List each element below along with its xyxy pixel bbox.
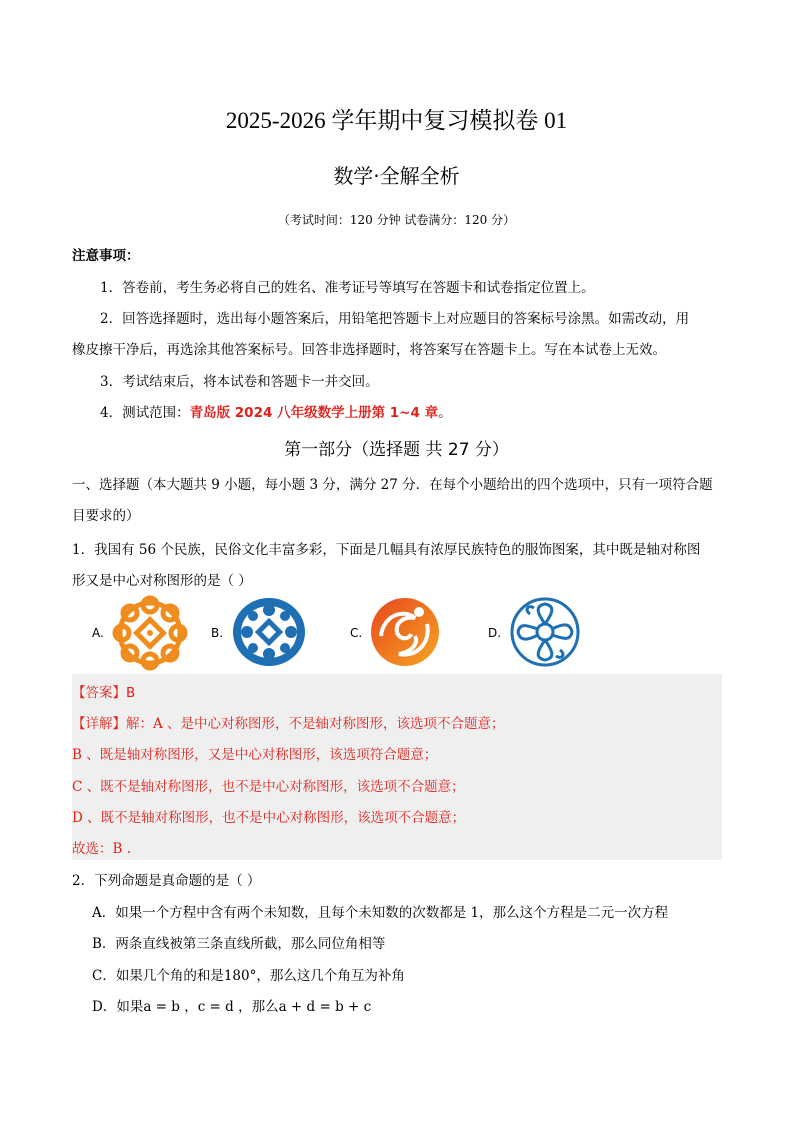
q2-option-c: C．如果几个角的和是180°，那么这几个角互为补角 <box>92 968 405 984</box>
q1-explanation-b: B 、既是轴对称图形，又是中心对称图形，该选项符合题意； <box>72 747 438 763</box>
q1-explanation-c: C 、既不是轴对称图形，也不是中心对称图形，该选项不合题意； <box>72 779 465 795</box>
exam-info: （考试时间：120 分钟 试卷满分：120 分） <box>277 213 516 227</box>
q1-answer-label: 【答案】 <box>72 685 126 701</box>
q1-option-d-label: D. <box>488 626 502 640</box>
q1-explanation-a-text: A 、是中心对称图形，不是轴对称图形，该选项不合题意； <box>153 716 505 732</box>
q2-stem: 2．下列命题是真命题的是（ ） <box>72 873 261 889</box>
q1-explanation-a <box>72 712 505 732</box>
notes-item-4-suffix: 。 <box>438 405 452 421</box>
pattern-a-image <box>112 595 188 671</box>
q1-option-a-label: A. <box>92 626 104 640</box>
q2-option-d: D．如果a = b ，c = d ，那么a + d = b + c <box>92 999 372 1015</box>
pattern-c-image <box>369 596 441 668</box>
q1-option-b-label: B. <box>211 626 224 640</box>
q1-stem-line-2: 形又是中心对称图形的是（ ） <box>72 573 252 589</box>
notes-item-2-line-2: 橡皮擦干净后，再选涂其他答案标号。回答非选择题时，将答案写在答题卡上。写在本试卷上无效。 <box>72 342 666 358</box>
q1-stem-line-1: 1．我国有 56 个民族，民俗文化丰富多彩，下面是几幅具有浓厚民族特色的服饰图案，其中既是轴对称图 <box>72 542 701 558</box>
q2-option-a: A．如果一个方程中含有两个未知数，且每个未知数的次数都是 1，那么这个方程是二元一次方程 <box>92 905 669 921</box>
notes-item-4-prefix: 4．测试范围： <box>100 405 190 421</box>
q1-explanation-label: 【详解】解： <box>72 716 153 732</box>
section-title: 第一部分（选择题 共 27 分） <box>284 440 509 460</box>
document-title: 2025-2026 学年期中复习模拟卷 01 <box>225 108 568 133</box>
q1-conclusion-label: 故选： <box>72 841 113 857</box>
notes-heading: 注意事项： <box>72 248 140 264</box>
q1-option-c-label: C. <box>350 626 363 640</box>
section-intro-line-2: 目要求的） <box>72 508 140 524</box>
q1-conclusion-value: B . <box>112 841 132 857</box>
q2-option-b: B．两条直线被第三条直线所截，那么同位角相等 <box>92 936 386 952</box>
test-scope: 青岛版 2024 八年级数学上册第 1~4 章 <box>189 405 439 421</box>
q1-conclusion <box>72 837 131 857</box>
notes-item-2-line-1: 2．回答选择题时，选出每小题答案后，用铅笔把答题卡上对应题目的答案标号涂黑。如需改动，用 <box>100 311 690 327</box>
pattern-d-image <box>508 596 582 668</box>
q1-answer-value: B <box>126 685 136 701</box>
pattern-b-image <box>231 596 307 668</box>
notes-item-3: 3．考试结束后，将本试卷和答题卡一并交回。 <box>100 374 379 390</box>
q1-answer-box <box>72 674 722 860</box>
q1-answer <box>72 681 135 701</box>
document-subtitle: 数学·全解全析 <box>333 164 460 188</box>
section-intro-line-1: 一、选择题（本大题共 9 小题，每小题 3 分，满分 27 分．在每个小题给出的四个选项中，只有一项符合题 <box>72 477 713 493</box>
notes-item-1: 1．答卷前，考生务必将自己的姓名、准考证号等填写在答题卡和试卷指定位置上。 <box>100 280 595 296</box>
q1-explanation-d: D 、既不是轴对称图形，也不是中心对称图形，该选项不合题意； <box>72 810 466 826</box>
notes-item-4 <box>100 401 452 421</box>
